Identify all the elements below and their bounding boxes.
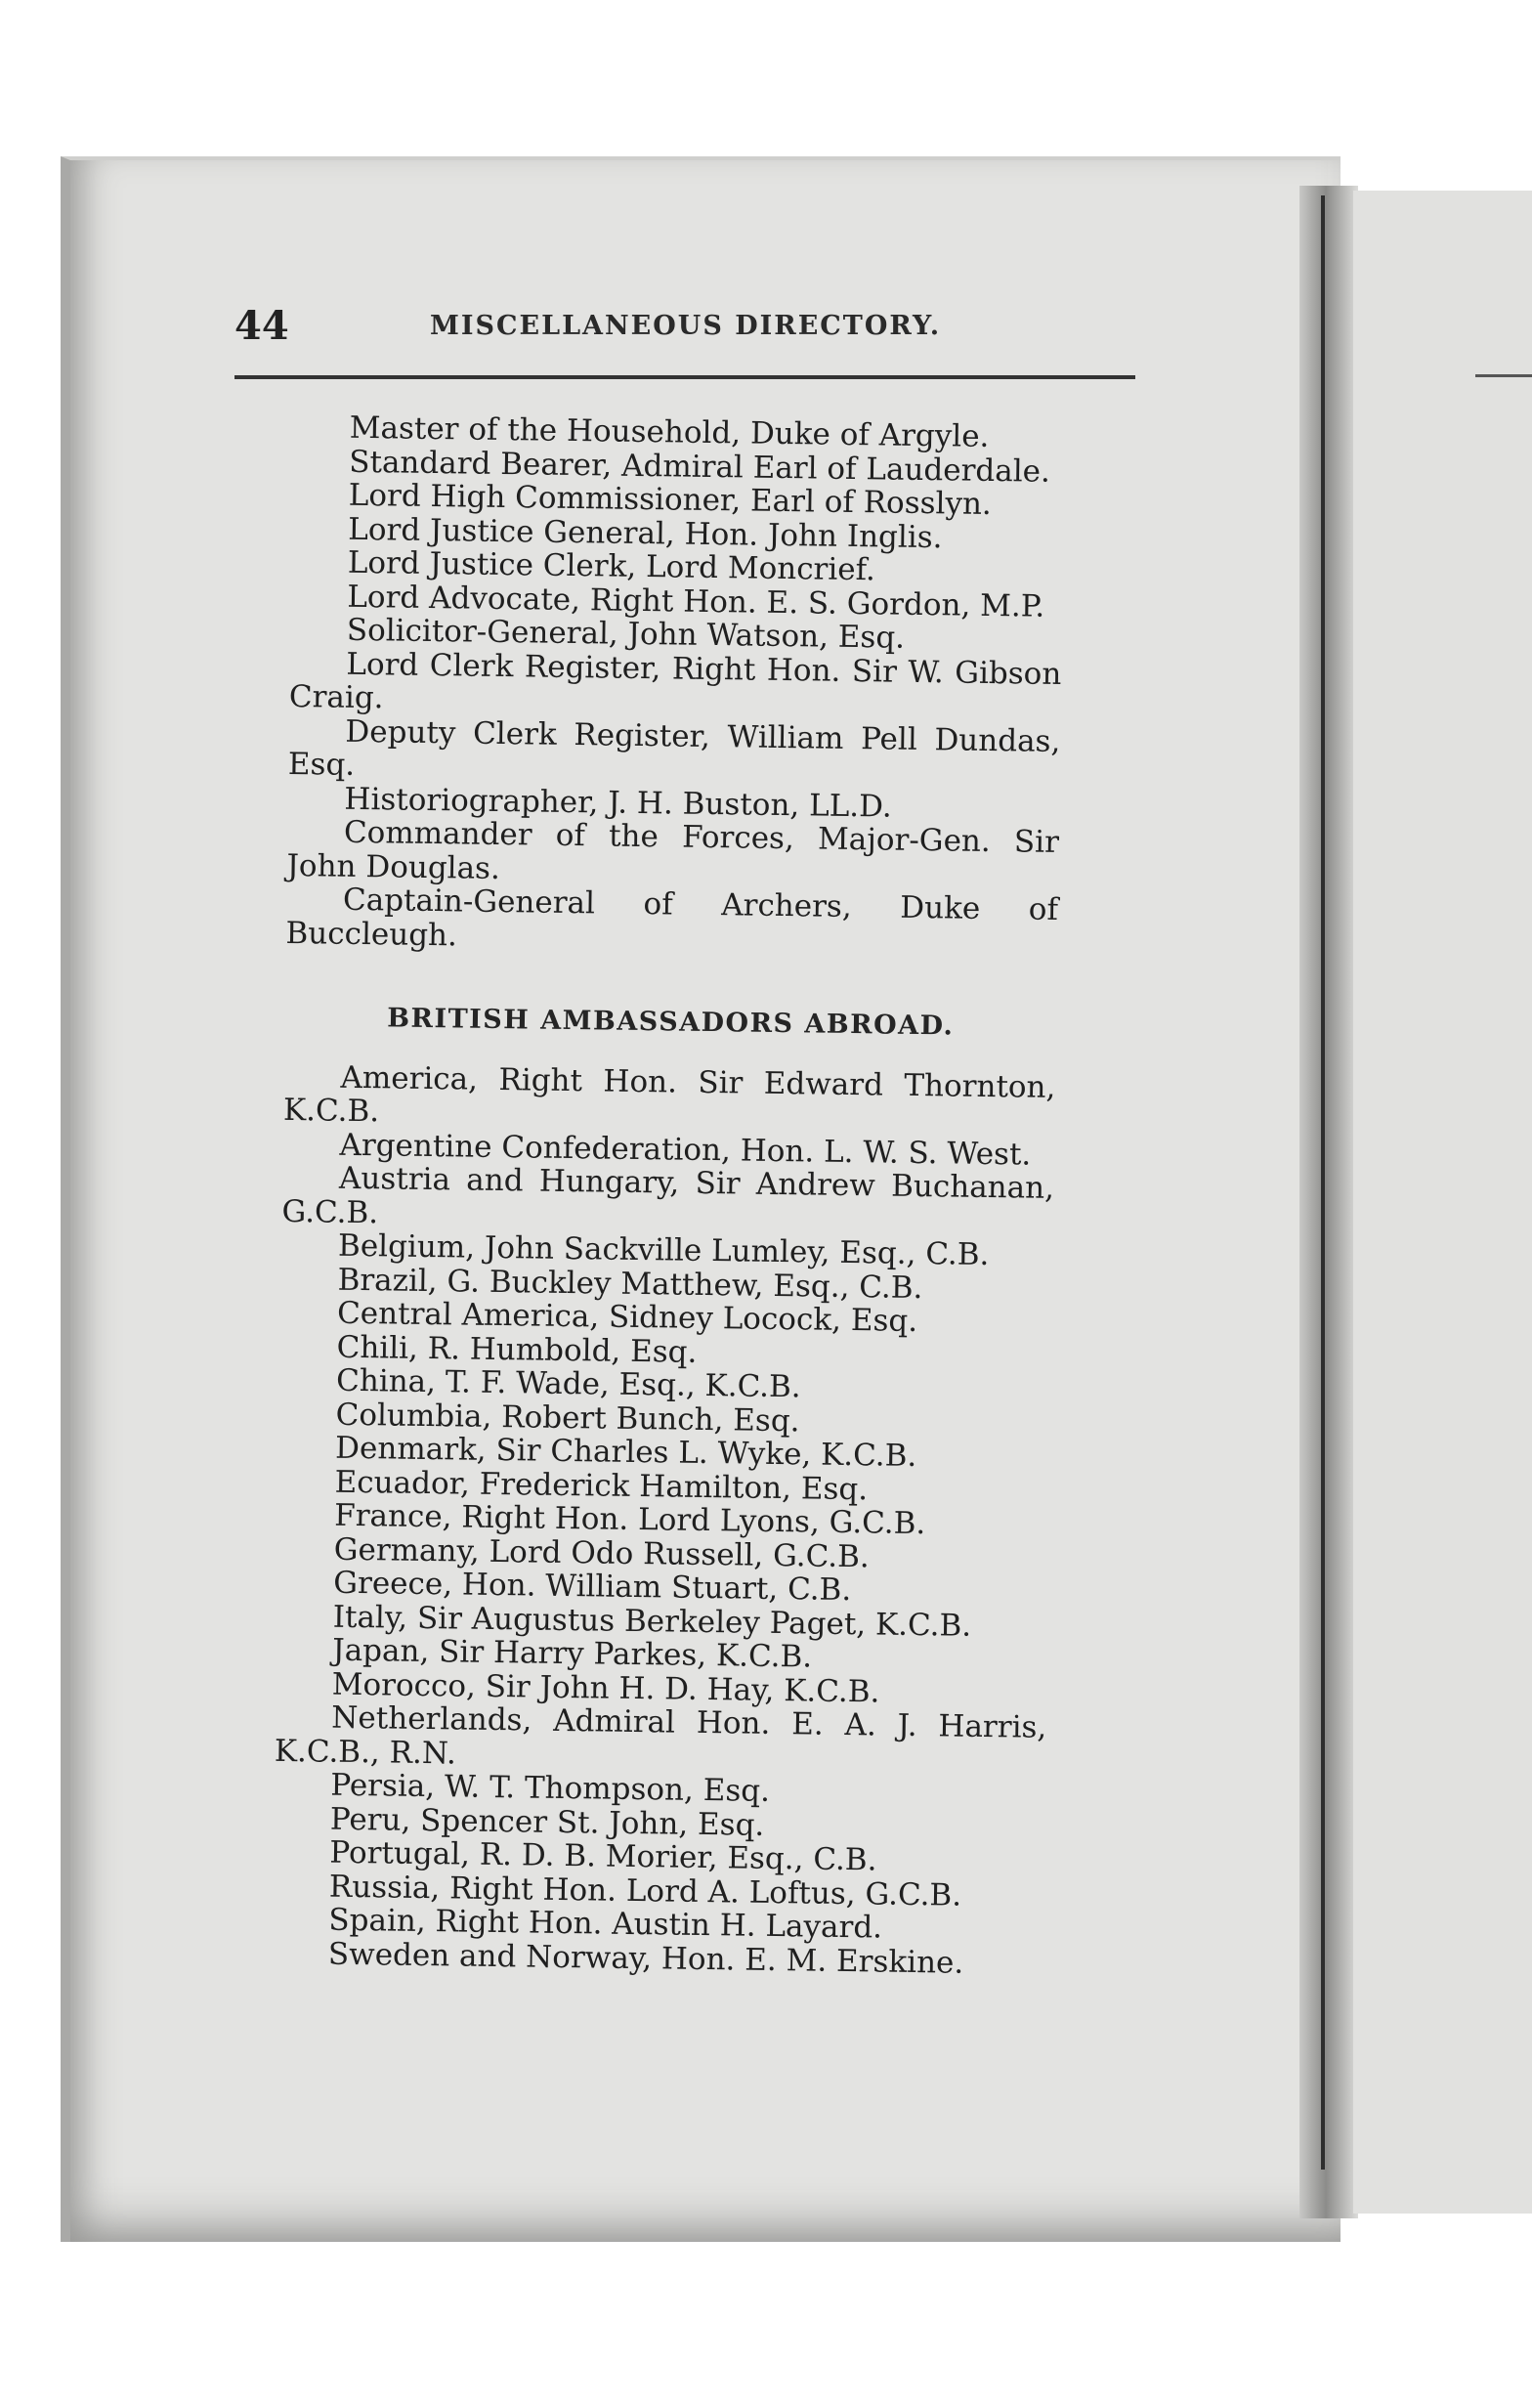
list-item: Columbia, Robert Bunch, Esq. <box>335 1397 800 1439</box>
list-item: Standard Bearer, Admiral Earl of Lauderdale. <box>349 444 1051 490</box>
page-body <box>272 410 1065 1981</box>
list-item: Brazil, G. Buckley Matthew, Esq., C.B. <box>337 1262 923 1306</box>
list-item: Denmark, Sir Charles L. Wyke, K.C.B. <box>334 1430 917 1475</box>
list-item: Lord Justice Clerk, Lord Moncrief. <box>347 544 876 588</box>
officers-list <box>285 410 1065 961</box>
list-item: Historiographer, J. H. Buston, LL.D. <box>344 781 893 825</box>
list-item: Belgium, John Sackville Lumley, Esq., C.B. <box>337 1227 990 1273</box>
list-item: Spain, Right Hon. Austin H. Layard. <box>328 1902 883 1946</box>
book-spine <box>1321 195 1325 2170</box>
list-item: China, T. F. Wade, Esq., K.C.B. <box>335 1362 801 1405</box>
list-item: Ecuador, Frederick Hamilton, Esq. <box>334 1464 869 1507</box>
list-item: Lord High Commissioner, Earl of Rosslyn. <box>348 477 993 522</box>
page-header <box>234 303 1133 352</box>
page-number: 44 <box>234 303 289 349</box>
section-heading: BRITISH AMBASSADORS ABROAD. <box>386 1003 955 1042</box>
list-item: Lord Advocate, Right Hon. E. S. Gordon, M.P. <box>347 579 1045 624</box>
list-item: Argentine Confederation, Hon. L. W. S. West. <box>339 1127 1032 1173</box>
list-item: Greece, Hon. William Stuart, C.B. <box>333 1565 852 1609</box>
running-head: MISCELLANEOUS DIRECTORY. <box>430 311 942 341</box>
ambassadors-list <box>272 1059 1056 1980</box>
list-item: Morocco, Sir John H. D. Hay, K.C.B. <box>331 1666 880 1710</box>
list-item: Master of the Household, Duke of Argyle. <box>349 409 990 454</box>
list-item: Germany, Lord Odo Russell, G.C.B. <box>333 1531 870 1574</box>
list-item: Japan, Sir Harry Parkes, K.C.B. <box>332 1632 813 1675</box>
list-item: Netherlands, Admiral Hon. E. A. J. Harris, K.C.B., R.N. <box>274 1699 1047 1771</box>
list-item: Russia, Right Hon. Lord A. Loftus, G.C.B. <box>328 1869 962 1914</box>
list-item: Captain-General of Archers, Duke of Buccleugh. <box>285 882 1059 953</box>
list-item: Commander of the Forces, Major-Gen. Sir John Douglas. <box>286 814 1060 886</box>
header-rule <box>234 375 1135 379</box>
list-item: Sweden and Norway, Hon. E. M. Erskine. <box>327 1936 964 1981</box>
list-item: Lord Clerk Register, Right Hon. Sir W. Gibson Craig. <box>288 646 1062 716</box>
facing-page-rule <box>1475 374 1532 377</box>
list-item: Persia, W. T. Thompson, Esq. <box>330 1767 771 1809</box>
list-item: Peru, Spencer St. John, Esq. <box>329 1801 765 1843</box>
list-item: Deputy Clerk Register, William Pell Dundas, Esq. <box>287 713 1061 783</box>
list-item: Austria and Hungary, Sir Andrew Buchanan, G.C.B. <box>281 1160 1055 1230</box>
list-item: Portugal, R. D. B. Morier, Esq., C.B. <box>329 1834 877 1878</box>
list-item: France, Right Hon. Lord Lyons, G.C.B. <box>333 1497 926 1542</box>
list-item: Lord Justice General, Hon. John Inglis. <box>348 511 943 555</box>
list-item: Italy, Sir Augustus Berkeley Paget, K.C.B. <box>332 1599 972 1644</box>
list-item: Solicitor-General, John Watson, Esq. <box>346 612 906 656</box>
list-item: America, Right Hon. Sir Edward Thornton, K.C.B. <box>282 1059 1056 1130</box>
facing-page <box>1353 191 1532 2214</box>
list-item: Chili, R. Humbold, Esq. <box>336 1329 698 1370</box>
page-edge <box>1299 186 1358 2218</box>
list-item: Central America, Sidney Locock, Esq. <box>336 1295 918 1340</box>
